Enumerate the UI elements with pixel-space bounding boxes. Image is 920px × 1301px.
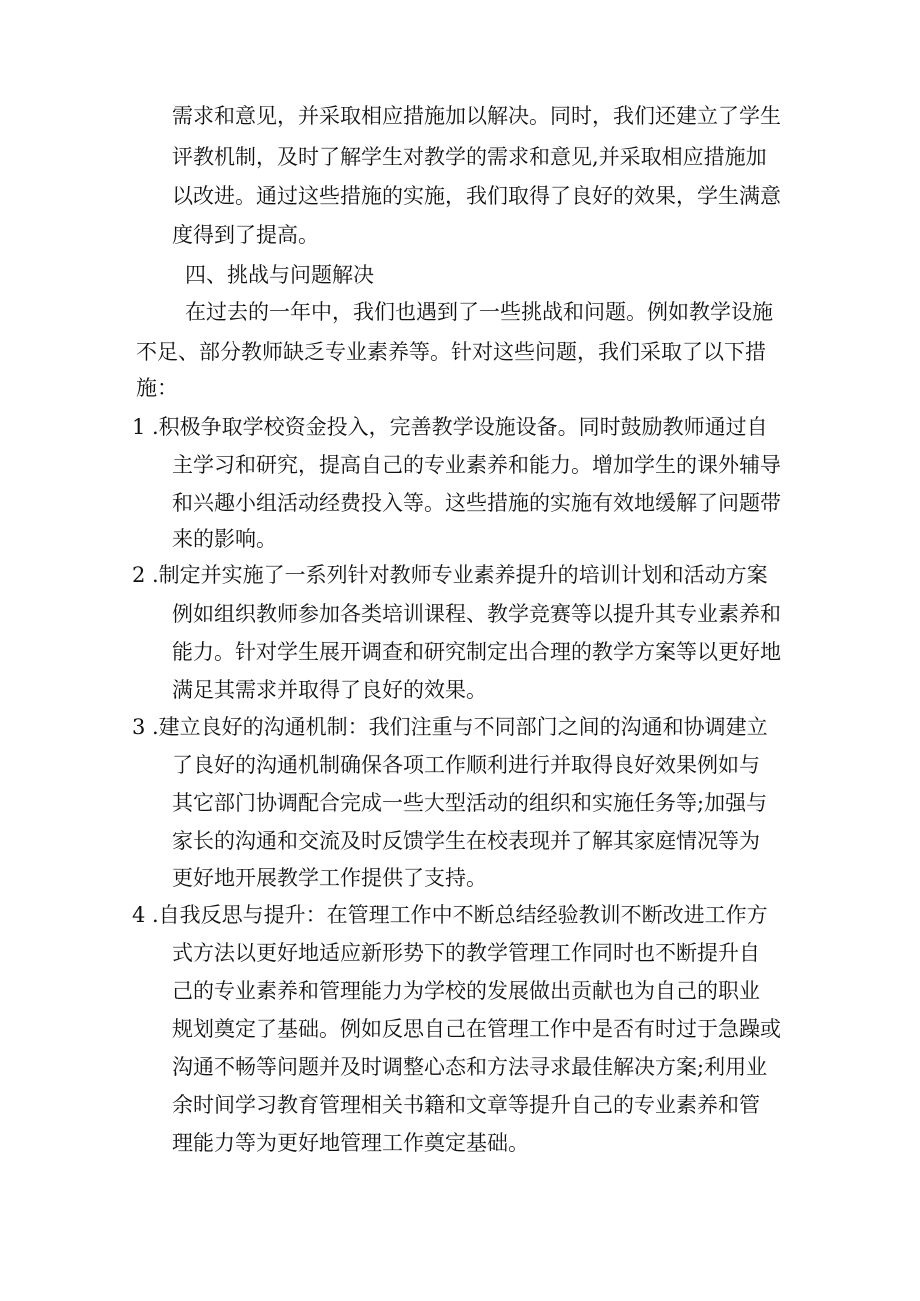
list-item-line: 其它部门协调配合完成一些大型活动的组织和实施任务等;加强与 (172, 791, 768, 815)
list-item-number: 1 (132, 415, 146, 439)
list-item-line: 和兴趣小组活动经费投入等。这些措施的实施有效地缓解了问题带 (172, 491, 781, 515)
list-item-number: 3 (132, 715, 146, 739)
list-item-line: 理能力等为更好地管理工作奠定基础。 (172, 1131, 529, 1155)
list-item-line: 式方法以更好地适应新形势下的教学管理工作同时也不断提升自 (172, 941, 760, 965)
list-item-number: 2 (132, 563, 146, 587)
list-item-line: .积极争取学校资金投入，完善教学设施设备。同时鼓励教师通过自 (152, 415, 768, 439)
list-item-line: 例如组织教师参加各类培训课程、教学竞赛等以提升其专业素养和 (172, 602, 781, 626)
list-item-line: 沟通不畅等问题并及时调整心态和方法寻求最佳解决方案;利用业 (172, 1055, 768, 1079)
paragraph-line: 施： (136, 376, 178, 400)
paragraph-line: 评教机制，及时了解学生对教学的需求和意见,并采取相应措施加 (172, 145, 767, 169)
list-item-line: 主学习和研究，提高自己的专业素养和能力。增加学生的课外辅导 (172, 453, 781, 477)
paragraph-line: 需求和意见，并采取相应措施加以解决。同时，我们还建立了学生 (172, 104, 781, 128)
list-item-line: 家长的沟通和交流及时反馈学生在校表现并了解其家庭情况等为 (172, 829, 760, 853)
list-item-line: 规划奠定了基础。例如反思自己在管理工作中是否有时过于急躁或 (172, 1017, 781, 1041)
list-item-line: 满足其需求并取得了良好的效果。 (172, 678, 487, 702)
list-item-line: .自我反思与提升：在管理工作中不断总结经验教训不断改进工作方 (152, 903, 768, 927)
list-item-line: 来的影响。 (172, 527, 277, 551)
section-heading: 四、挑战与问题解决 (185, 263, 374, 287)
paragraph-line: 不足、部分教师缺乏专业素养等。针对这些问题，我们采取了以下措 (136, 340, 766, 364)
list-item-line: 己的专业素养和管理能力为学校的发展做出贡献也为自己的职业 (172, 979, 760, 1003)
paragraph-line: 度得到了提高。 (172, 223, 319, 247)
paragraph-line: 以改进。通过这些措施的实施，我们取得了良好的效果，学生满意 (172, 184, 781, 208)
list-item-line: .制定并实施了一系列针对教师专业素养提升的培训计划和活动方案 (152, 563, 768, 587)
list-item-line: 能力。针对学生展开调查和研究制定出合理的教学方案等以更好地 (172, 640, 781, 664)
list-item-line: 了良好的沟通机制确保各项工作顺利进行并取得良好效果例如与 (172, 753, 760, 777)
list-item-line: 余时间学习教育管理相关书籍和文章等提升自己的专业素养和管 (172, 1093, 760, 1117)
list-item-number: 4 (132, 903, 146, 927)
list-item-line: .建立良好的沟通机制：我们注重与不同部门之间的沟通和协调建立 (152, 715, 768, 739)
list-item-line: 更好地开展教学工作提供了支持。 (172, 866, 487, 890)
paragraph-line: 在过去的一年中，我们也遇到了一些挑战和问题。例如教学设施 (185, 300, 773, 324)
